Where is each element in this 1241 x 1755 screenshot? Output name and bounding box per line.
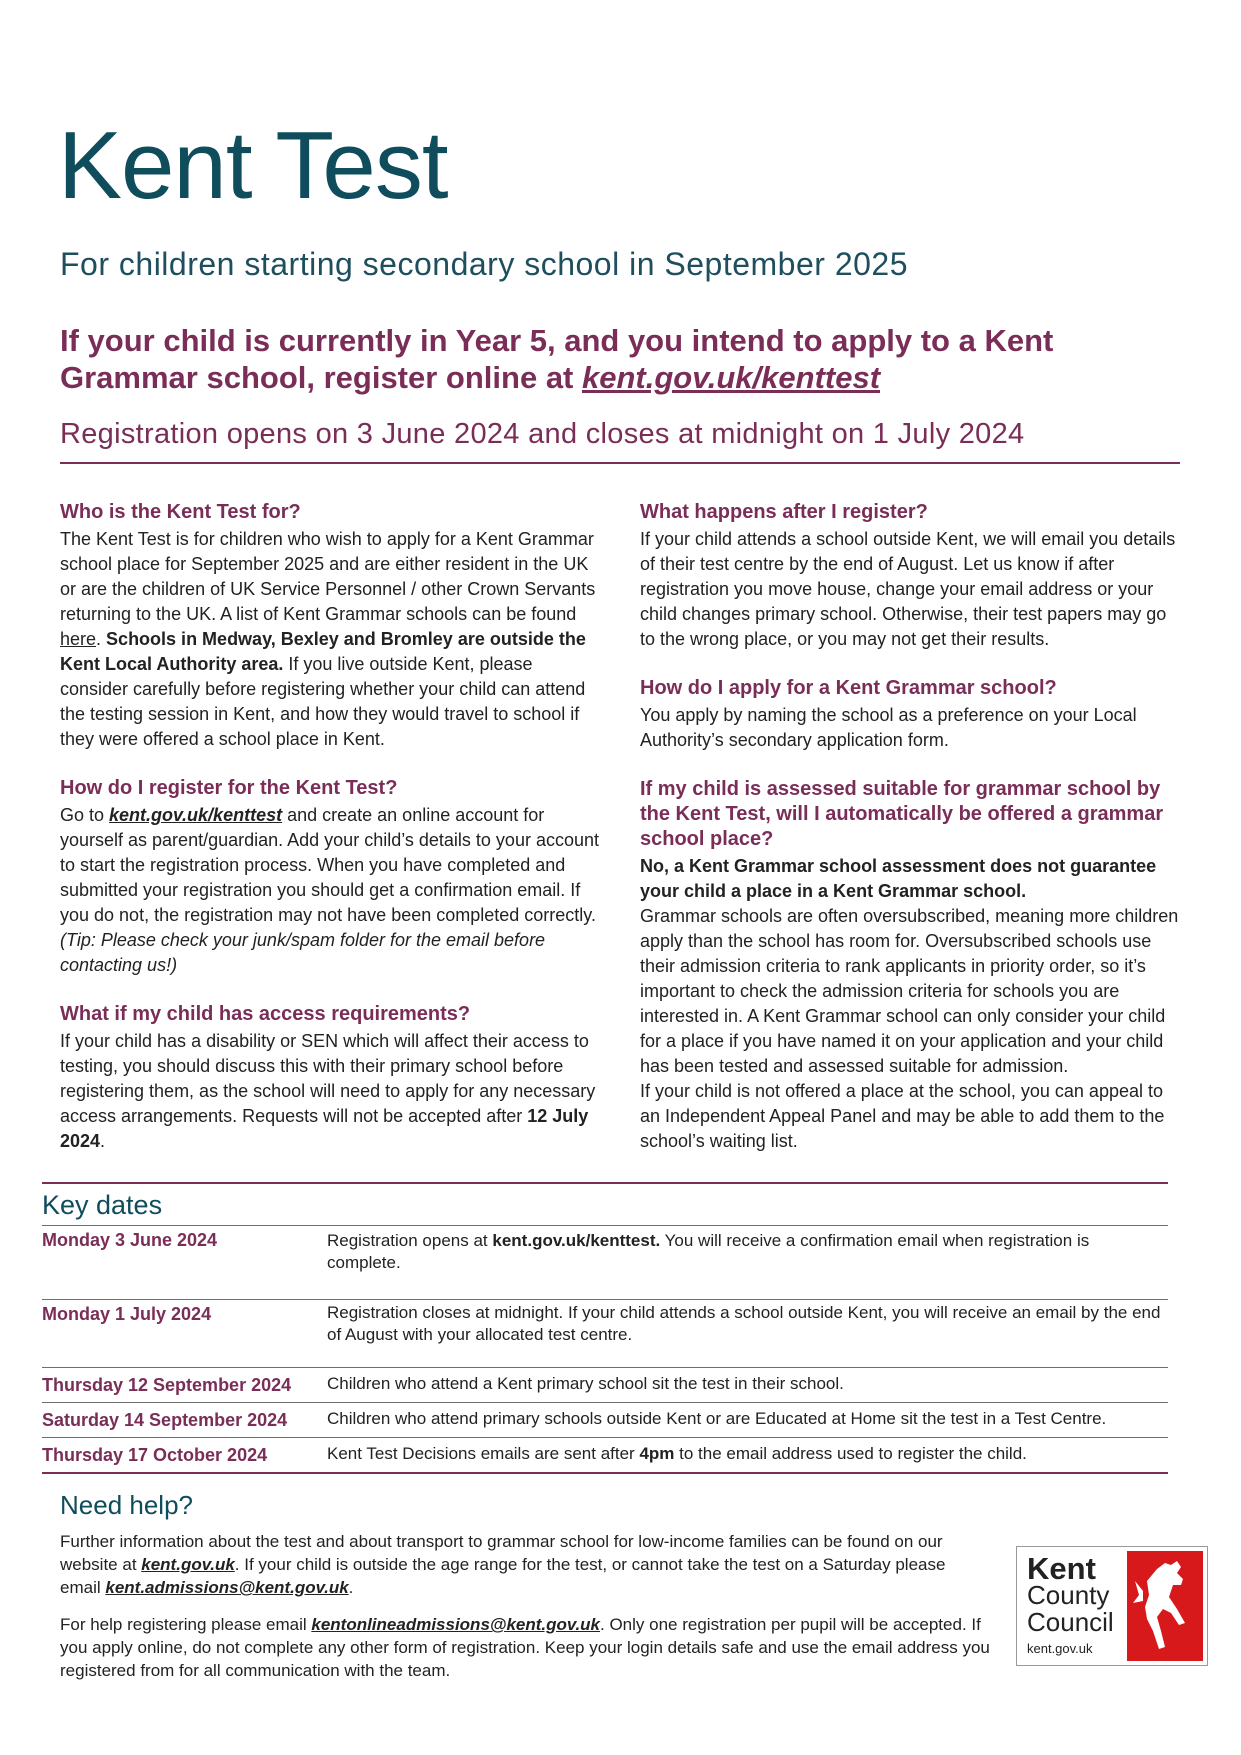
- registration-headline: [60, 322, 1060, 396]
- logo-url: kent.gov.uk: [1027, 1641, 1093, 1656]
- keydates-divider: [42, 1182, 1168, 1184]
- body-text: .: [100, 1131, 106, 1151]
- tip-text: (Tip: Please check your junk/spam folder for the email before contacting us!): [60, 930, 546, 975]
- logo-line: Kent: [1027, 1551, 1096, 1586]
- keydate-description: [327, 1443, 1162, 1465]
- page-subtitle: For children starting secondary school in September 2025: [60, 246, 908, 282]
- help-text: Further information about the test and about transport to grammar school for low-income families can be found on our website at: [60, 1532, 943, 1574]
- keydate-row: [42, 1225, 1168, 1300]
- keydate-row: [42, 1402, 1168, 1438]
- page-title: Kent Test: [58, 112, 448, 219]
- desc-bold: 4pm: [639, 1444, 675, 1463]
- bold-text: 12 July 2024: [60, 1106, 589, 1151]
- keydate-description: [327, 1302, 1162, 1346]
- section-heading: How do I register for the Kent Test?: [60, 777, 398, 799]
- section-body: Grammar schools are often oversubscribed, meaning more children apply than the school has room for. Oversubscribed schools use their admission criteria to rank applicants in priority order, so it’s important to check the admission criteria for schools you are interested in. A Kent Grammar school can only consider your child for a place if you have named it on your application and your child has been tested and assessed suitable for admission.: [640, 906, 1179, 1076]
- section-heading: If my child is assessed suitable for grammar school by the Kent Test, will I automatically be offered a grammar school place?: [640, 778, 1164, 850]
- body-text: and create an online account for yourself as parent/guardian. Add your child’s details to your account to start the registration process. When you have completed and submitted your registration you should get a confirmation email. If you do not, the registration may not have been completed correctly.: [60, 805, 599, 925]
- section-suitable: [640, 777, 1185, 1154]
- kenttest-link[interactable]: kent.gov.uk/kenttest: [109, 805, 283, 825]
- logo-wordmark: [1027, 1551, 1114, 1637]
- desc-text: Children who attend primary schools outside Kent or are Educated at Home sit the test in a Test Centre.: [327, 1409, 1107, 1428]
- body-text: If your child has a disability or SEN which will affect their access to testing, you should discuss this with their primary school before registering them, as the school will need to apply for any necessary access arrangements. Requests will not be accepted after: [60, 1031, 596, 1126]
- section-body: [60, 1029, 600, 1154]
- section-heading: What if my child has access requirements?: [60, 1003, 471, 1025]
- body-text: Go to: [60, 805, 110, 825]
- section-body: [60, 803, 600, 978]
- bold-text: No, a Kent Grammar school assessment does not guarantee your child a place in a Kent Grammar school.: [640, 856, 1157, 901]
- kent-gov-link[interactable]: kent.gov.uk: [141, 1555, 235, 1574]
- section-who: [60, 500, 600, 752]
- section-heading: Who is the Kent Test for?: [60, 501, 301, 523]
- section-access: [60, 1002, 600, 1154]
- help-text: . If your child is outside the age range for the test, or cannot take the test on a Saturday please email: [60, 1555, 946, 1597]
- horse-icon: [1127, 1551, 1203, 1661]
- left-column: [60, 500, 600, 1178]
- keydate-date: Saturday 14 September 2024: [42, 1410, 288, 1430]
- grammar-list-link[interactable]: here: [60, 629, 97, 649]
- desc-text: You will receive a confirmation email when registration is complete.: [327, 1231, 1090, 1272]
- body-text: If you live outside Kent, please consider carefully before registering whether your child can attend the testing session in Kent, and how they would travel to school if they were offered a school place in Kent.: [60, 654, 586, 749]
- headline-text: If your child is currently in Year 5, and you intend to apply to a Kent Grammar school, register online at: [60, 323, 1054, 395]
- keydate-row: [42, 1367, 1168, 1403]
- help-text: . Only one registration per pupil will be accepted. If you apply online, do not complete any other form of registration. Keep your login details safe and use the email address you registered from for all communication with the team.: [60, 1615, 990, 1680]
- keydate-date: Thursday 12 September 2024: [42, 1375, 292, 1395]
- online-admissions-email-link[interactable]: kentonlineadmissions@kent.gov.uk: [311, 1615, 601, 1634]
- keydate-description: [327, 1373, 1162, 1395]
- keydates-heading: Key dates: [42, 1190, 163, 1220]
- help-paragraph: [60, 1613, 990, 1682]
- desc-text: Registration opens at: [327, 1231, 493, 1250]
- desc-text: Kent Test Decisions emails are sent after: [327, 1444, 640, 1463]
- section-register: [60, 776, 600, 978]
- keydates-bottom-divider: [42, 1472, 1168, 1474]
- bold-text: Schools in Medway, Bexley and Bromley are outside the Kent Local Authority area.: [60, 629, 586, 674]
- help-text: .: [348, 1578, 354, 1597]
- desc-text: Registration closes at midnight. If your child attends a school outside Kent, you will receive an email by the end of August with your allocated test centre.: [327, 1303, 1161, 1344]
- keydate-date: Thursday 17 October 2024: [42, 1445, 268, 1465]
- keydate-row: [42, 1299, 1168, 1368]
- body-text: .: [96, 629, 107, 649]
- registration-dates: Registration opens on 3 June 2024 and closes at midnight on 1 July 2024: [60, 418, 1025, 450]
- section-heading: What happens after I register?: [640, 501, 928, 523]
- section-body: If your child is not offered a place at the school, you can appeal to an Independent Appeal Panel and may be able to add them to the school’s waiting list.: [640, 1081, 1165, 1151]
- keydate-date: Monday 3 June 2024: [42, 1230, 218, 1250]
- section-body: You apply by naming the school as a preference on your Local Authority’s secondary application form.: [640, 705, 1137, 750]
- section-body: [60, 527, 600, 752]
- help-heading: Need help?: [60, 1490, 193, 1520]
- kent-county-council-logo: [1016, 1546, 1208, 1666]
- logo-line: County: [1027, 1580, 1110, 1610]
- right-column: [640, 500, 1185, 1178]
- section-apply: [640, 676, 1185, 753]
- logo-line: Council: [1027, 1607, 1114, 1637]
- keydate-description: [327, 1230, 1162, 1274]
- section-heading: How do I apply for a Kent Grammar school?: [640, 677, 1057, 699]
- desc-text: Children who attend a Kent primary school sit the test in their school.: [327, 1374, 844, 1393]
- section-after: [640, 500, 1185, 652]
- help-paragraph: [60, 1530, 990, 1599]
- admissions-email-link[interactable]: kent.admissions@kent.gov.uk: [105, 1578, 349, 1597]
- body-text: The Kent Test is for children who wish to apply for a Kent Grammar school place for September 2025 and are either resident in the UK or are the children of UK Service Personnel / other Crown Servants returning to the UK. A list of Kent Grammar schools can be found: [60, 529, 596, 624]
- section-body: If your child attends a school outside Kent, we will email you details of their test centre by the end of August. Let us know if after registration you move house, change your email address or your child changes primary school. Otherwise, their test papers may go to the wrong place, or you may not get their results.: [640, 529, 1176, 649]
- keydate-date: Monday 1 July 2024: [42, 1304, 212, 1324]
- help-text: For help registering please email: [60, 1615, 312, 1634]
- kenttest-link[interactable]: kent.gov.uk/kenttest: [582, 360, 881, 395]
- header-divider: [60, 462, 1180, 464]
- desc-text: to the email address used to register the child.: [674, 1444, 1027, 1463]
- keydate-row: [42, 1437, 1168, 1473]
- keydate-description: [327, 1408, 1162, 1430]
- desc-bold: kent.gov.uk/kenttest.: [492, 1231, 661, 1250]
